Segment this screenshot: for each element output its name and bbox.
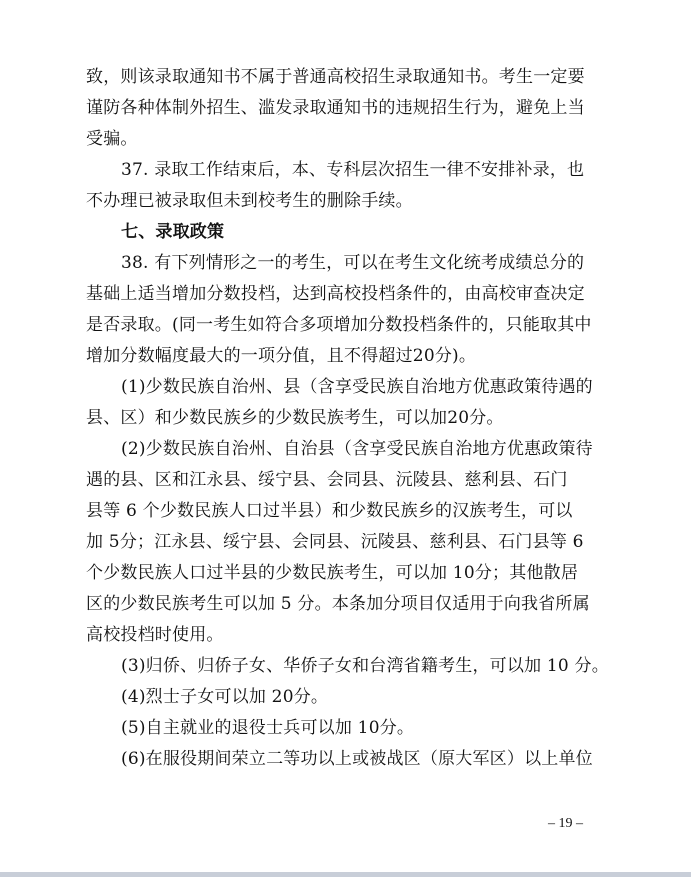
paragraph-line: 加 5分；江永县、绥宁县、会同县、沅陵县、慈利县、石门县等 6 xyxy=(86,532,584,552)
paragraph-line: 38. 有下列情形之一的考生，可以在考生文化统考成绩总分的 xyxy=(121,253,585,273)
paragraph-line: 区的少数民族考生可以加 5 分。本条加分项目仅适用于向我省所属 xyxy=(86,594,590,614)
paragraph-line: 个少数民族人口过半县的少数民族考生，可以加 10分；其他散居 xyxy=(86,563,579,583)
paragraph-line: (4)烈士子女可以加 20分。 xyxy=(121,687,329,707)
paragraph-line: 不办理已被录取但未到校考生的删除手续。 xyxy=(86,191,413,211)
paragraph-line: 高校投档时使用。 xyxy=(86,625,224,645)
paragraph-line: 县、区）和少数民族乡的少数民族考生，可以加20分。 xyxy=(86,408,504,428)
viewer-bottom-edge xyxy=(0,872,691,877)
page-number: – 19 – xyxy=(548,816,583,831)
paragraph-line: 基础上适当增加分数投档，达到高校投档条件的，由高校审查决定 xyxy=(86,284,585,304)
paragraph-line: (5)自主就业的退役士兵可以加 10分。 xyxy=(121,718,415,738)
paragraph-line: 县等 6 个少数民族人口过半县）和少数民族乡的汉族考生，可以 xyxy=(86,501,573,521)
paragraph-line: 受骗。 xyxy=(86,129,138,149)
paragraph-line: (2)少数民族自治州、自治县（含享受民族自治地方优惠政策待 xyxy=(121,439,593,459)
paragraph-line: (3)归侨、归侨子女、华侨子女和台湾省籍考生，可以加 10 分。 xyxy=(121,656,609,676)
paragraph-line: 是否录取。(同一考生如符合多项增加分数投档条件的，只能取其中 xyxy=(86,315,592,335)
paragraph-line: 谨防各种体制外招生、滥发录取通知书的违规招生行为，避免上当 xyxy=(86,98,585,118)
paragraph-line: 增加分数幅度最大的一项分值，且不得超过20分)。 xyxy=(86,346,477,366)
paragraph-line: 致，则该录取通知书不属于普通高校招生录取通知书。考生一定要 xyxy=(86,67,585,87)
paragraph-line: (1)少数民族自治州、县（含享受民族自治地方优惠政策待遇的 xyxy=(121,377,593,397)
document-body xyxy=(86,62,609,775)
paragraph-line: 遇的县、区和江永县、绥宁县、会同县、沅陵县、慈利县、石门 xyxy=(86,470,568,490)
section-heading: 七、录取政策 xyxy=(121,222,225,242)
paragraph-line: 37. 录取工作结束后，本、专科层次招生一律不安排补录，也 xyxy=(121,160,585,180)
paragraph-line: (6)在服役期间荣立二等功以上或被战区（原大军区）以上单位 xyxy=(121,749,593,769)
